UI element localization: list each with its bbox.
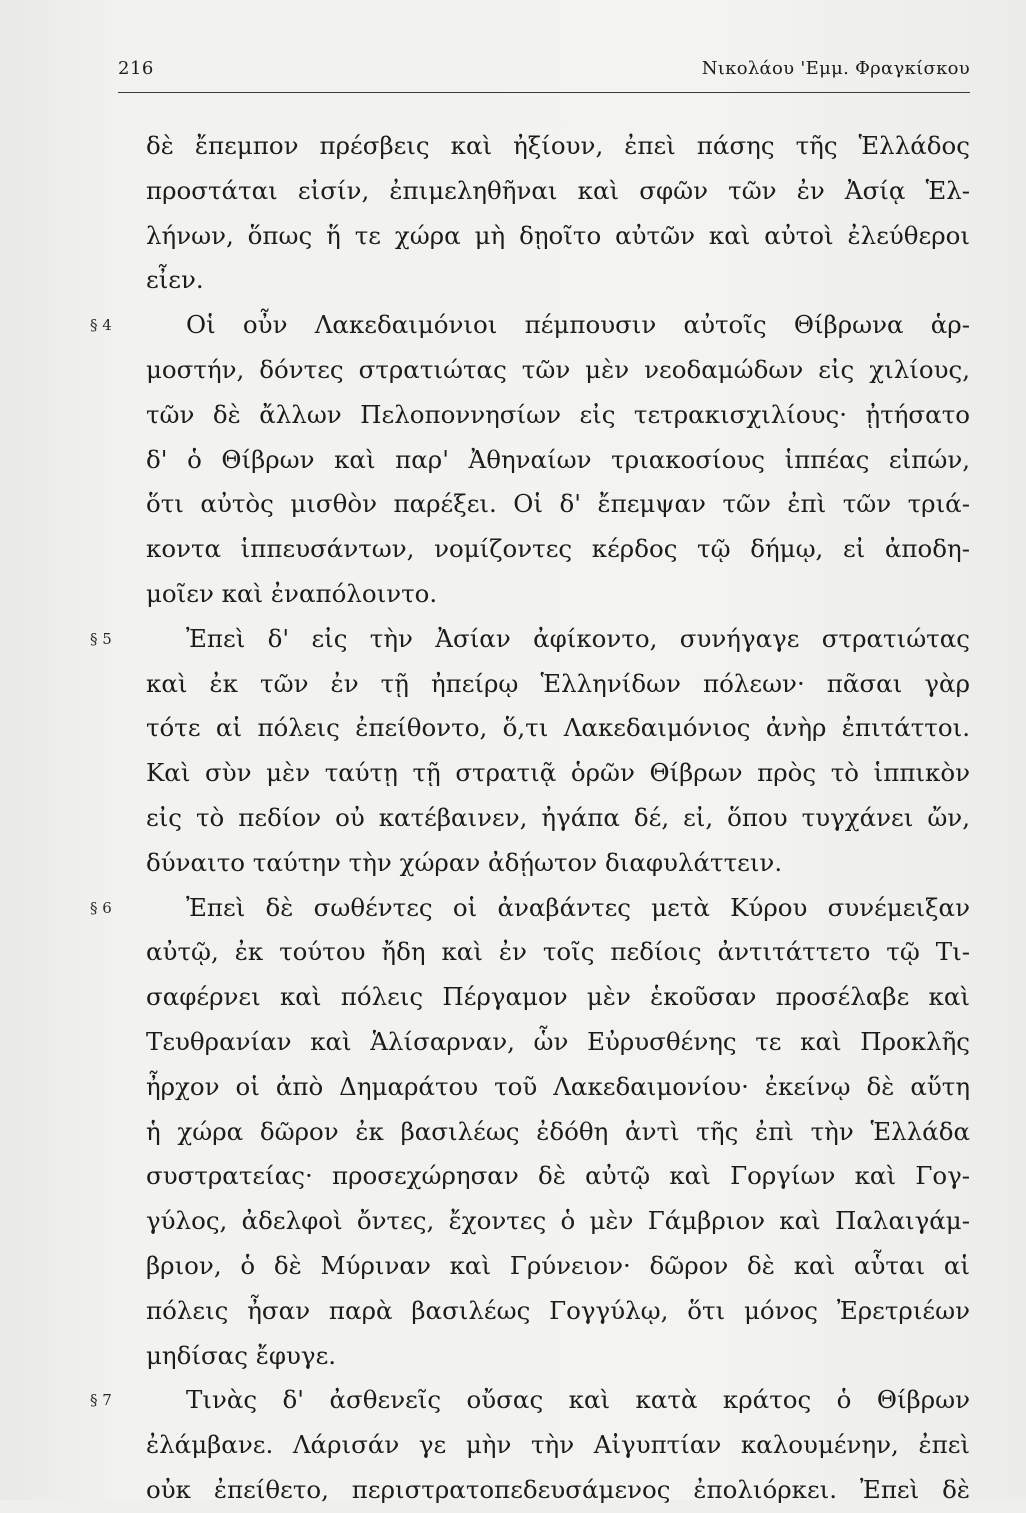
text-line: εἰς τὸ πεδίον οὐ κατέβαινεν, ἠγάπα δέ, εἰ, ὅπου τυγχάνει ὤν, [146,802,970,832]
text-line: λήνων, ὅπως ἥ τε χώρα μὴ δῃοῖτο αὐτῶν καὶ αὐτοὶ ἐλεύθεροι [146,220,970,250]
text-line [90,1378,970,1423]
text-line: ἡ χώρα δῶρον ἐκ βασιλέως ἐδόθη ἀντὶ τῆς ἐπὶ τὴν Ἑλλάδα [146,1116,970,1146]
line-text: Ἐπεὶ δ' εἰς τὴν Ἀσίαν ἀφίκοντο, συνήγαγε στρατιώτας [186,623,970,653]
text-line [90,617,970,662]
text-line: Τευθρανίαν καὶ Ἁλίσαρναν, ὧν Εὐρυσθένης τε καὶ Προκλῆς [146,1026,970,1056]
text-line: ἐλάμβανε. Λάρισάν γε μὴν τὴν Αἰγυπτίαν καλουμένην, ἐπεὶ [146,1430,970,1460]
text-line: γύλος, ἀδελφοὶ ὄντες, ἔχοντες ὁ μὲν Γάμβριον καὶ Παλαιγάμ- [146,1206,970,1236]
section-marker: § 7 [90,1391,112,1410]
text-line: συστρατείας· προσεχώρησαν δὲ αὐτῷ καὶ Γοργίων καὶ Γογ- [146,1161,970,1191]
body-text [90,124,970,1513]
text-line: κοντα ἱππευσάντων, νομίζοντες κέρδος τῷ δήμῳ, εἰ ἀποδη- [146,534,970,564]
running-head: Νικολάου 'Εμμ. Φραγκίσκου [701,58,970,79]
text-line: σαφέρνει καὶ πόλεις Πέργαμον μὲν ἑκοῦσαν προσέλαβε καὶ [146,982,970,1012]
text-line: πόλεις ἦσαν παρὰ βασιλέως Γογγύλῳ, ὅτι μόνος Ἐρετριέων [146,1295,970,1325]
text-line: τότε αἱ πόλεις ἐπείθοντο, ὅ,τι Λακεδαιμόνιος ἀνὴρ ἐπιτάττοι. [146,713,970,743]
line-text: Τινὰς δ' ἀσθενεῖς οὔσας καὶ κατὰ κράτος ὁ Θίβρων [186,1385,970,1415]
text-line: προστάται εἰσίν, ἐπιμεληθῆναι καὶ σφῶν τῶν ἐν Ἀσίᾳ Ἑλ- [146,175,970,205]
text-line: μοστήν, δόντες στρατιώτας τῶν μὲν νεοδαμώδων εἰς χιλίους, [146,354,970,384]
text-line: Καὶ σὺν μὲν ταύτῃ τῇ στρατιᾷ ὁρῶν Θίβρων πρὸς τὸ ἱππικὸν [146,758,970,788]
page-number: 216 [118,58,154,79]
line-text: Ἐπεὶ δὲ σωθέντες οἱ ἀναβάντες μετὰ Κύρου συνέμειξαν [186,892,970,922]
text-line: τῶν δὲ ἄλλων Πελοποννησίων εἰς τετρακισχιλίους· ᾐτήσατο [146,399,970,429]
section-marker: § 6 [90,898,112,917]
text-line: δύναιτο ταύτην τὴν χώραν ἀδῄωτον διαφυλάττειν. [146,847,783,877]
text-line: ἦρχον οἱ ἀπὸ Δημαράτου τοῦ Λακεδαιμονίου· ἐκείνῳ δὲ αὕτη [146,1071,970,1101]
text-line: μοῖεν καὶ ἐναπόλοιντο. [146,578,438,608]
section-marker: § 5 [90,629,112,648]
header-rule [118,92,970,93]
text-line: δὲ ἔπεμπον πρέσβεις καὶ ἠξίουν, ἐπεὶ πάσης τῆς Ἑλλάδος [146,131,970,160]
text-line: εἶεν. [146,265,204,295]
text-line: αὐτῷ, ἐκ τούτου ἤδη καὶ ἐν τοῖς πεδίοις ἀντιτάττετο τῷ Τι- [146,937,970,967]
text-line: βριον, ὁ δὲ Μύριναν καὶ Γρύνειον· δῶρον δὲ καὶ αὗται αἱ [146,1250,970,1280]
text-line: ὅτι αὐτὸς μισθὸν παρέξει. Οἱ δ' ἔπεμψαν τῶν ἐπὶ τῶν τριά- [146,489,970,519]
text-line: μηδίσας ἔφυγε. [146,1340,337,1370]
text-line: καὶ ἐκ τῶν ἐν τῇ ἠπείρῳ Ἑλληνίδων πόλεων· πᾶσαι γὰρ [146,668,970,698]
text-line [90,886,970,931]
section-marker: § 4 [90,316,112,335]
page-header [118,58,970,94]
line-text: Οἱ οὖν Λακεδαιμόνιοι πέμπουσιν αὐτοῖς Θίβρωνα ἁρ- [186,310,970,340]
text-line [90,303,970,348]
text-line: οὐκ ἐπείθετο, περιστρατοπεδευσάμενος ἐπολιόρκει. Ἐπεὶ δὲ [146,1474,970,1504]
text-line: δ' ὁ Θίβρων καὶ παρ' Ἀθηναίων τριακοσίους ἱππέας εἰπών, [146,444,970,474]
